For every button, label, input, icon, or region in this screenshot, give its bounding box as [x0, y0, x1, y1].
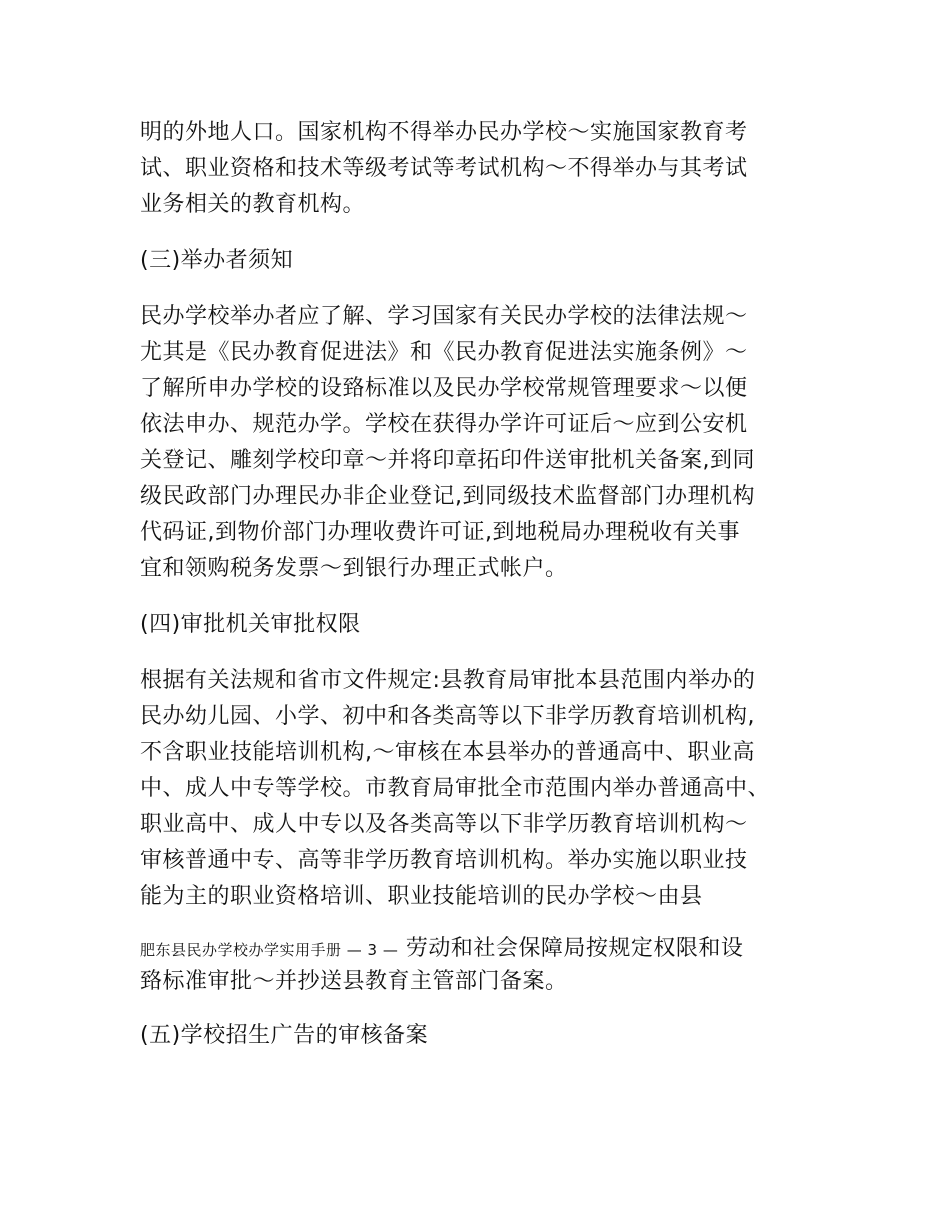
paragraph-line: 根据有关法规和省市文件规定:县教育局审批本县范围内举办的 [140, 668, 756, 693]
paragraph-line: 级民政部门办理民办非企业登记,到同级技术监督部门办理机构 [140, 484, 755, 509]
paragraph-continuation: 劳动和社会保障局按规定权限和设 [398, 936, 744, 961]
section-heading-3: (三)举办者须知 [140, 248, 294, 273]
paragraph-line: 尤其是《民办教育促进法》和《民办教育促进法实施条例》～ [140, 340, 748, 365]
document-page [140, 115, 830, 1054]
paragraph-line: 试、职业资格和技术等级考试等考试机构～不得举办与其考试 [140, 156, 748, 181]
paragraph-line: 宜和领购税务发票～到银行办理正式帐户。 [140, 556, 568, 581]
paragraph-line: 代码证,到物价部门办理收费许可证,到地税局办理税收有关事 [140, 520, 740, 545]
paragraph-line: 关登记、雕刻学校印章～并将印章拓印件送审批机关备案,到同 [140, 448, 755, 473]
paragraph-line: 民办幼儿园、小学、初中和各类高等以下非学历教育培训机构, [140, 704, 755, 729]
paragraph-3 [140, 663, 830, 915]
paragraph-1 [140, 115, 830, 223]
paragraph-line: 依法申办、规范办学。学校在获得办学许可证后～应到公安机 [140, 412, 748, 437]
paragraph-line: 中、成人中专等学校。市教育局审批全市范围内举办普通高中、 [140, 776, 771, 801]
paragraph-line: 职业高中、成人中专以及各类高等以下非学历教育培训机构～ [140, 812, 748, 837]
paragraph-2 [140, 299, 830, 587]
paragraph-line: 民办学校举办者应了解、学习国家有关民办学校的法律法规～ [140, 304, 748, 329]
footer-line-2: 臵标准审批～并抄送县教育主管部门备案。 [140, 969, 568, 994]
footer-line-1 [140, 933, 830, 966]
paragraph-line: 审核普通中专、高等非学历教育培训机构。举办实施以职业技 [140, 848, 748, 873]
section-heading-5: (五)学校招生广告的审核备案 [140, 1023, 429, 1048]
paragraph-line: 明的外地人口。国家机构不得举办民办学校～实施国家教育考 [140, 120, 748, 145]
page-break-footer [140, 933, 830, 998]
section-heading-4: (四)审批机关审批权限 [140, 612, 361, 637]
paragraph-line: 不含职业技能培训机构,～审核在本县举办的普通高中、职业高 [140, 740, 755, 765]
running-footer: 肥东县民办学校办学实用手册 — 3 — [140, 941, 399, 959]
paragraph-line: 了解所申办学校的设臵标准以及民办学校常规管理要求～以便 [140, 376, 748, 401]
paragraph-line: 业务相关的教育机构。 [140, 192, 366, 217]
paragraph-line: 能为主的职业资格培训、职业技能培训的民办学校～由县 [140, 884, 703, 909]
